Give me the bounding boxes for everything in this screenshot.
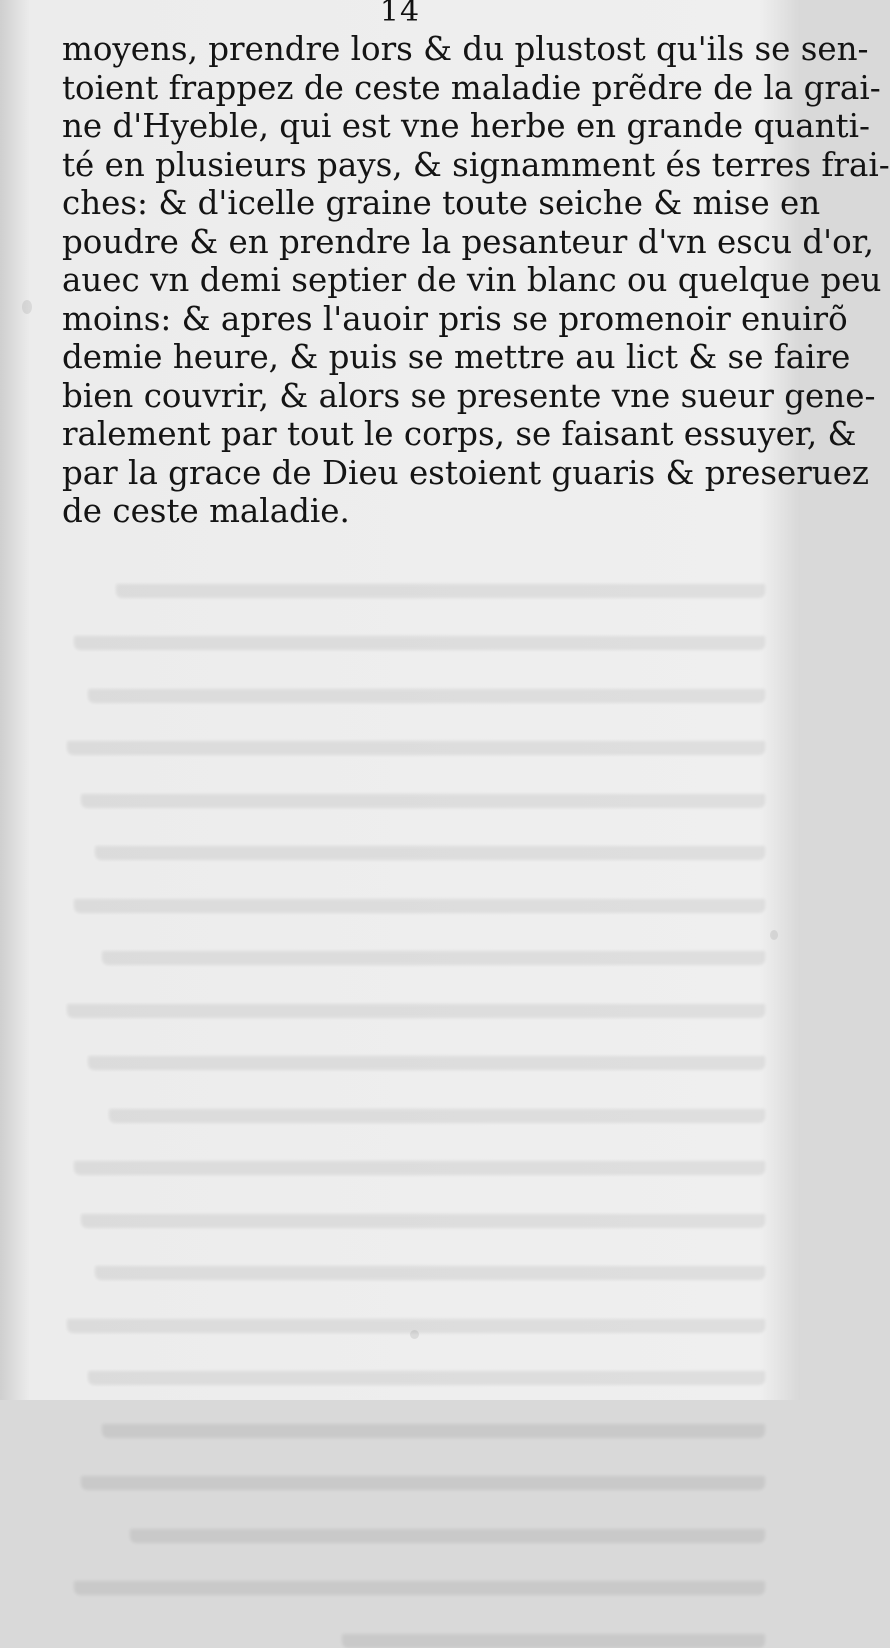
page-number: 14: [379, 0, 421, 29]
text-line: de ceste maladie.: [62, 492, 350, 530]
text-line: bien couvrir, & alors se presente vne sueur gene-: [62, 376, 876, 415]
text-line: ralement par tout le corps, se faisant essuyer, &: [62, 415, 857, 453]
text-line: auec vn demi septier de vin blanc ou quelque peu: [62, 261, 882, 299]
text-line: ches: & d'icelle graine toute seiche & mise en: [62, 184, 821, 222]
paper-stain: [22, 300, 32, 314]
text-line: par la grace de Dieu estoient guaris & preseruez: [62, 453, 870, 492]
page-body-text: [62, 30, 890, 531]
text-line: poudre & en prendre la pesanteur d'vn escu d'or,: [62, 222, 874, 261]
paper-stain: [410, 1330, 419, 1339]
text-line: moins: & apres l'auoir pris se promenoir enuirõ: [62, 299, 848, 338]
text-line: ne d'Hyeble, qui est vne herbe en grande quanti-: [62, 107, 870, 145]
text-line: moyens, prendre lors & du plustost qu'ils se sen-: [62, 30, 869, 68]
text-line: demie heure, & puis se mettre au lict & se faire: [62, 338, 851, 376]
paper-stain: [770, 930, 778, 940]
text-line: toient frappez de ceste maladie prẽdre de la grai-: [62, 68, 881, 107]
text-line: té en plusieurs pays, & signamment és terres frai-: [62, 145, 890, 184]
show-through-texture: [60, 545, 765, 1365]
